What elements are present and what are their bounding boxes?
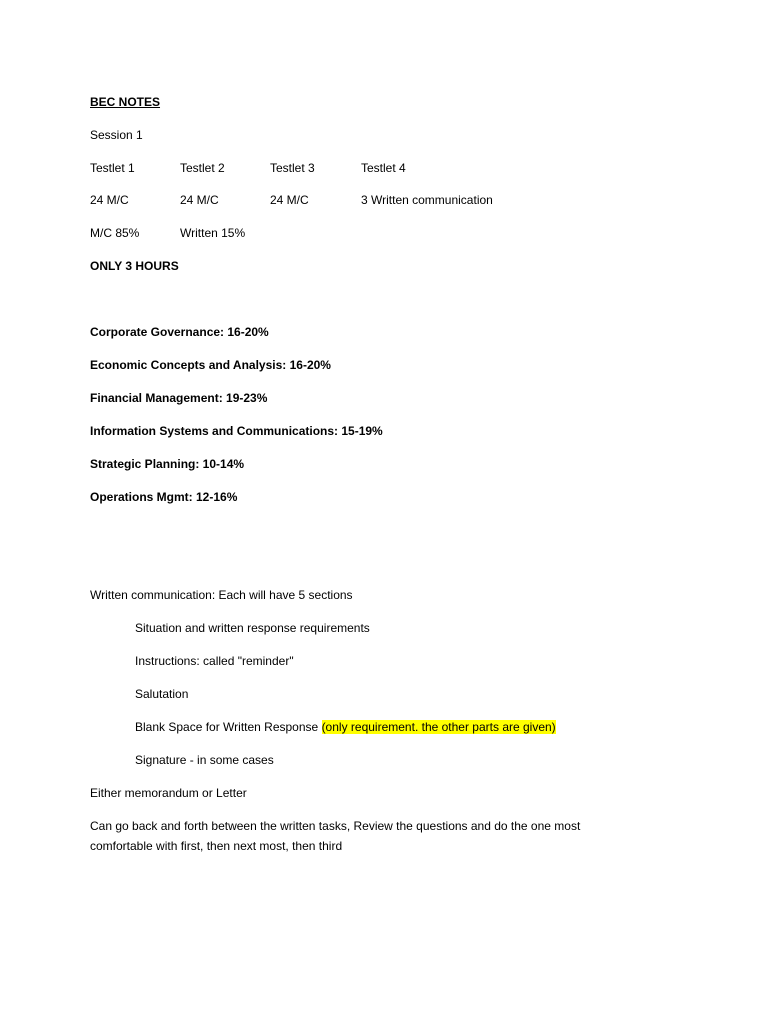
testlet-header-1: Testlet 1 (90, 161, 135, 175)
section-item: Situation and written response requirements (135, 621, 370, 635)
section-item-with-note (135, 720, 556, 734)
section-item-label: Blank Space for Written Response (135, 720, 319, 734)
topic-item: Economic Concepts and Analysis: 16-20% (90, 358, 331, 372)
testlet-content-3: 24 M/C (270, 193, 309, 207)
testlet-header-4: Testlet 4 (361, 161, 406, 175)
section-item: Instructions: called "reminder" (135, 654, 294, 668)
written-weight: Written 15% (180, 226, 246, 240)
written-comm-heading: Written communication: Each will have 5 sections (90, 588, 353, 602)
testlet-header-3: Testlet 3 (270, 161, 315, 175)
topic-item: Information Systems and Communications: 15-19% (90, 424, 383, 438)
tip-paragraph: Can go back and forth between the written tasks, Review the questions and do the one most comfortable with first, then next most, then third (90, 819, 581, 853)
topic-item: Strategic Planning: 10-14% (90, 457, 245, 471)
testlet-header-2: Testlet 2 (180, 161, 225, 175)
session-label: Session 1 (90, 128, 143, 142)
format-note: Either memorandum or Letter (90, 786, 247, 800)
duration-note: ONLY 3 HOURS (90, 259, 179, 273)
document-title: BEC NOTES (90, 95, 161, 109)
testlet-content-2: 24 M/C (180, 193, 219, 207)
topic-item: Corporate Governance: 16-20% (90, 325, 269, 339)
highlighted-note: (only requirement. the other parts are given) (321, 720, 556, 734)
section-item: Signature - in some cases (135, 753, 274, 767)
topic-item: Operations Mgmt: 12-16% (90, 490, 238, 504)
mc-weight: M/C 85% (90, 226, 140, 240)
section-item: Salutation (135, 687, 189, 701)
topic-item: Financial Management: 19-23% (90, 391, 268, 405)
testlet-content-1: 24 M/C (90, 193, 129, 207)
testlet-content-4: 3 Written communication (361, 193, 493, 207)
